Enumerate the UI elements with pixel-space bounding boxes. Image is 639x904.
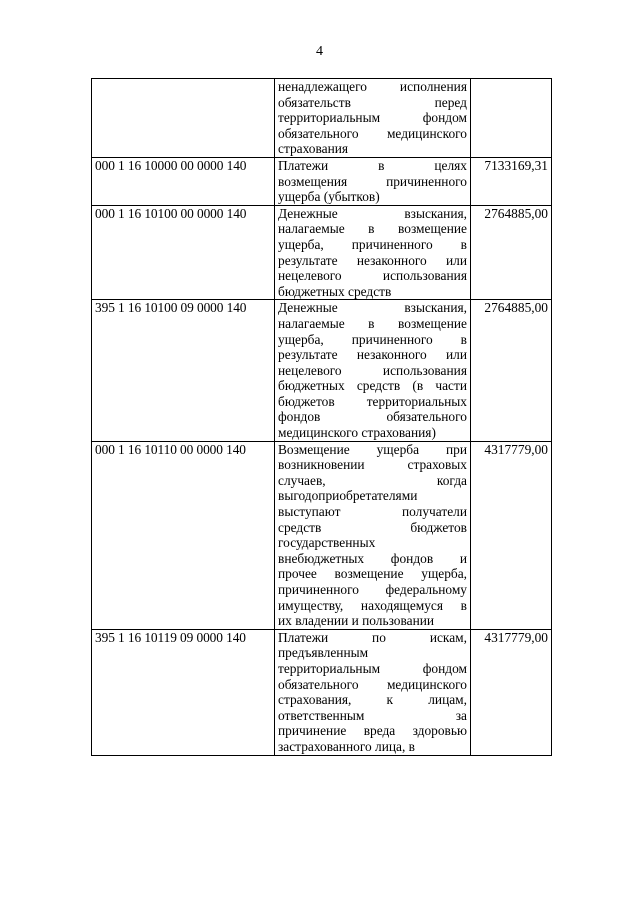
- income-name-cell: [275, 205, 471, 300]
- income-name-cell: [275, 300, 471, 441]
- table-row: [92, 629, 552, 755]
- budget-table: [91, 78, 552, 756]
- income-name-line: их владении и пользовании: [278, 613, 435, 629]
- income-name-line: ответственным за: [278, 707, 467, 723]
- amount-cell: 4317779,00: [471, 629, 552, 755]
- income-name-line: причиненного федеральному: [278, 582, 467, 597]
- income-name-line: возмещения причиненного: [278, 173, 467, 189]
- income-name-line: средств бюджетов: [278, 519, 467, 535]
- income-name-line: результате незаконного или: [278, 252, 467, 268]
- income-name-line: страхования: [278, 141, 349, 157]
- amount-cell: [471, 79, 552, 158]
- income-name-line: налагаемые в возмещение: [278, 221, 467, 237]
- table-row: [92, 157, 552, 205]
- amount-cell: 2764885,00: [471, 300, 552, 441]
- income-name-line: причинение вреда здоровью: [278, 723, 467, 739]
- budget-table-body: [92, 79, 552, 756]
- income-name-line: налагаемые в возмещение: [278, 315, 467, 331]
- income-name-line: государственных: [278, 535, 376, 551]
- income-name-line: имуществу, находящемуся в: [278, 597, 467, 613]
- income-name-line: Денежные взыскания,: [278, 205, 467, 221]
- income-name-line: фондов обязательного: [278, 409, 467, 425]
- income-name-line: выступают получатели: [278, 504, 467, 520]
- income-name-line: территориальным фондом: [278, 660, 467, 676]
- table-row: [92, 441, 552, 629]
- income-name-line: застрахованного лица, в: [278, 738, 416, 754]
- income-name-line: случаев, когда: [278, 472, 467, 488]
- income-name-line: внебюджетных фондов и: [278, 550, 467, 566]
- budget-code-cell: 000 1 16 10110 00 0000 140: [92, 441, 275, 629]
- table-row: [92, 300, 552, 441]
- income-name-line: выгодоприобретателями: [278, 488, 418, 504]
- budget-code-cell: 395 1 16 10119 09 0000 140: [92, 629, 275, 755]
- income-name-line: страхования, к лицам,: [278, 692, 467, 708]
- table-row: [92, 205, 552, 300]
- income-name-line: нецелевого использования: [278, 362, 467, 378]
- amount-cell: 4317779,00: [471, 441, 552, 629]
- income-name-line: обязательств перед: [278, 94, 467, 110]
- income-name-line: Платежи по искам,: [278, 629, 467, 645]
- income-name-line: Денежные взыскания,: [278, 300, 467, 316]
- income-name-line: ущерба, причиненного в: [278, 331, 467, 347]
- amount-cell: 7133169,31: [471, 157, 552, 205]
- income-name-line: обязательного медицинского: [278, 676, 467, 692]
- table-row: [92, 79, 552, 158]
- budget-code-cell: [92, 79, 275, 158]
- income-name-line: предъявленным: [278, 645, 369, 661]
- income-name-line: результате незаконного или: [278, 347, 467, 363]
- income-name-line: бюджетных средств: [278, 283, 392, 299]
- income-name-cell: [275, 157, 471, 205]
- income-name-line: возникновении страховых: [278, 457, 467, 473]
- income-name-line: ущерба (убытков): [278, 189, 380, 205]
- income-name-line: ущерба, причиненного в: [278, 236, 467, 252]
- income-name-line: обязательного медицинского: [278, 125, 467, 141]
- budget-code-cell: 395 1 16 10100 09 0000 140: [92, 300, 275, 441]
- income-name-line: бюджетных средств (в части: [278, 378, 467, 394]
- income-name-line: территориальным фондом: [278, 110, 467, 126]
- income-name-line: нецелевого использования: [278, 268, 467, 284]
- income-name-line: прочее возмещение ущерба,: [278, 566, 467, 582]
- income-name-line: Платежи в целях: [278, 157, 467, 173]
- income-name-line: медицинского страхования): [278, 425, 436, 441]
- income-name-line: ненадлежащего исполнения: [278, 79, 467, 94]
- income-name-cell: [275, 441, 471, 629]
- amount-cell: 2764885,00: [471, 205, 552, 300]
- income-name-cell: [275, 629, 471, 755]
- income-name-line: Возмещение ущерба при: [278, 441, 467, 457]
- budget-code-cell: 000 1 16 10100 00 0000 140: [92, 205, 275, 300]
- page-number: 4: [316, 44, 323, 59]
- budget-code-cell: 000 1 16 10000 00 0000 140: [92, 157, 275, 205]
- income-name-cell: [275, 79, 471, 158]
- income-name-line: бюджетов территориальных: [278, 393, 467, 409]
